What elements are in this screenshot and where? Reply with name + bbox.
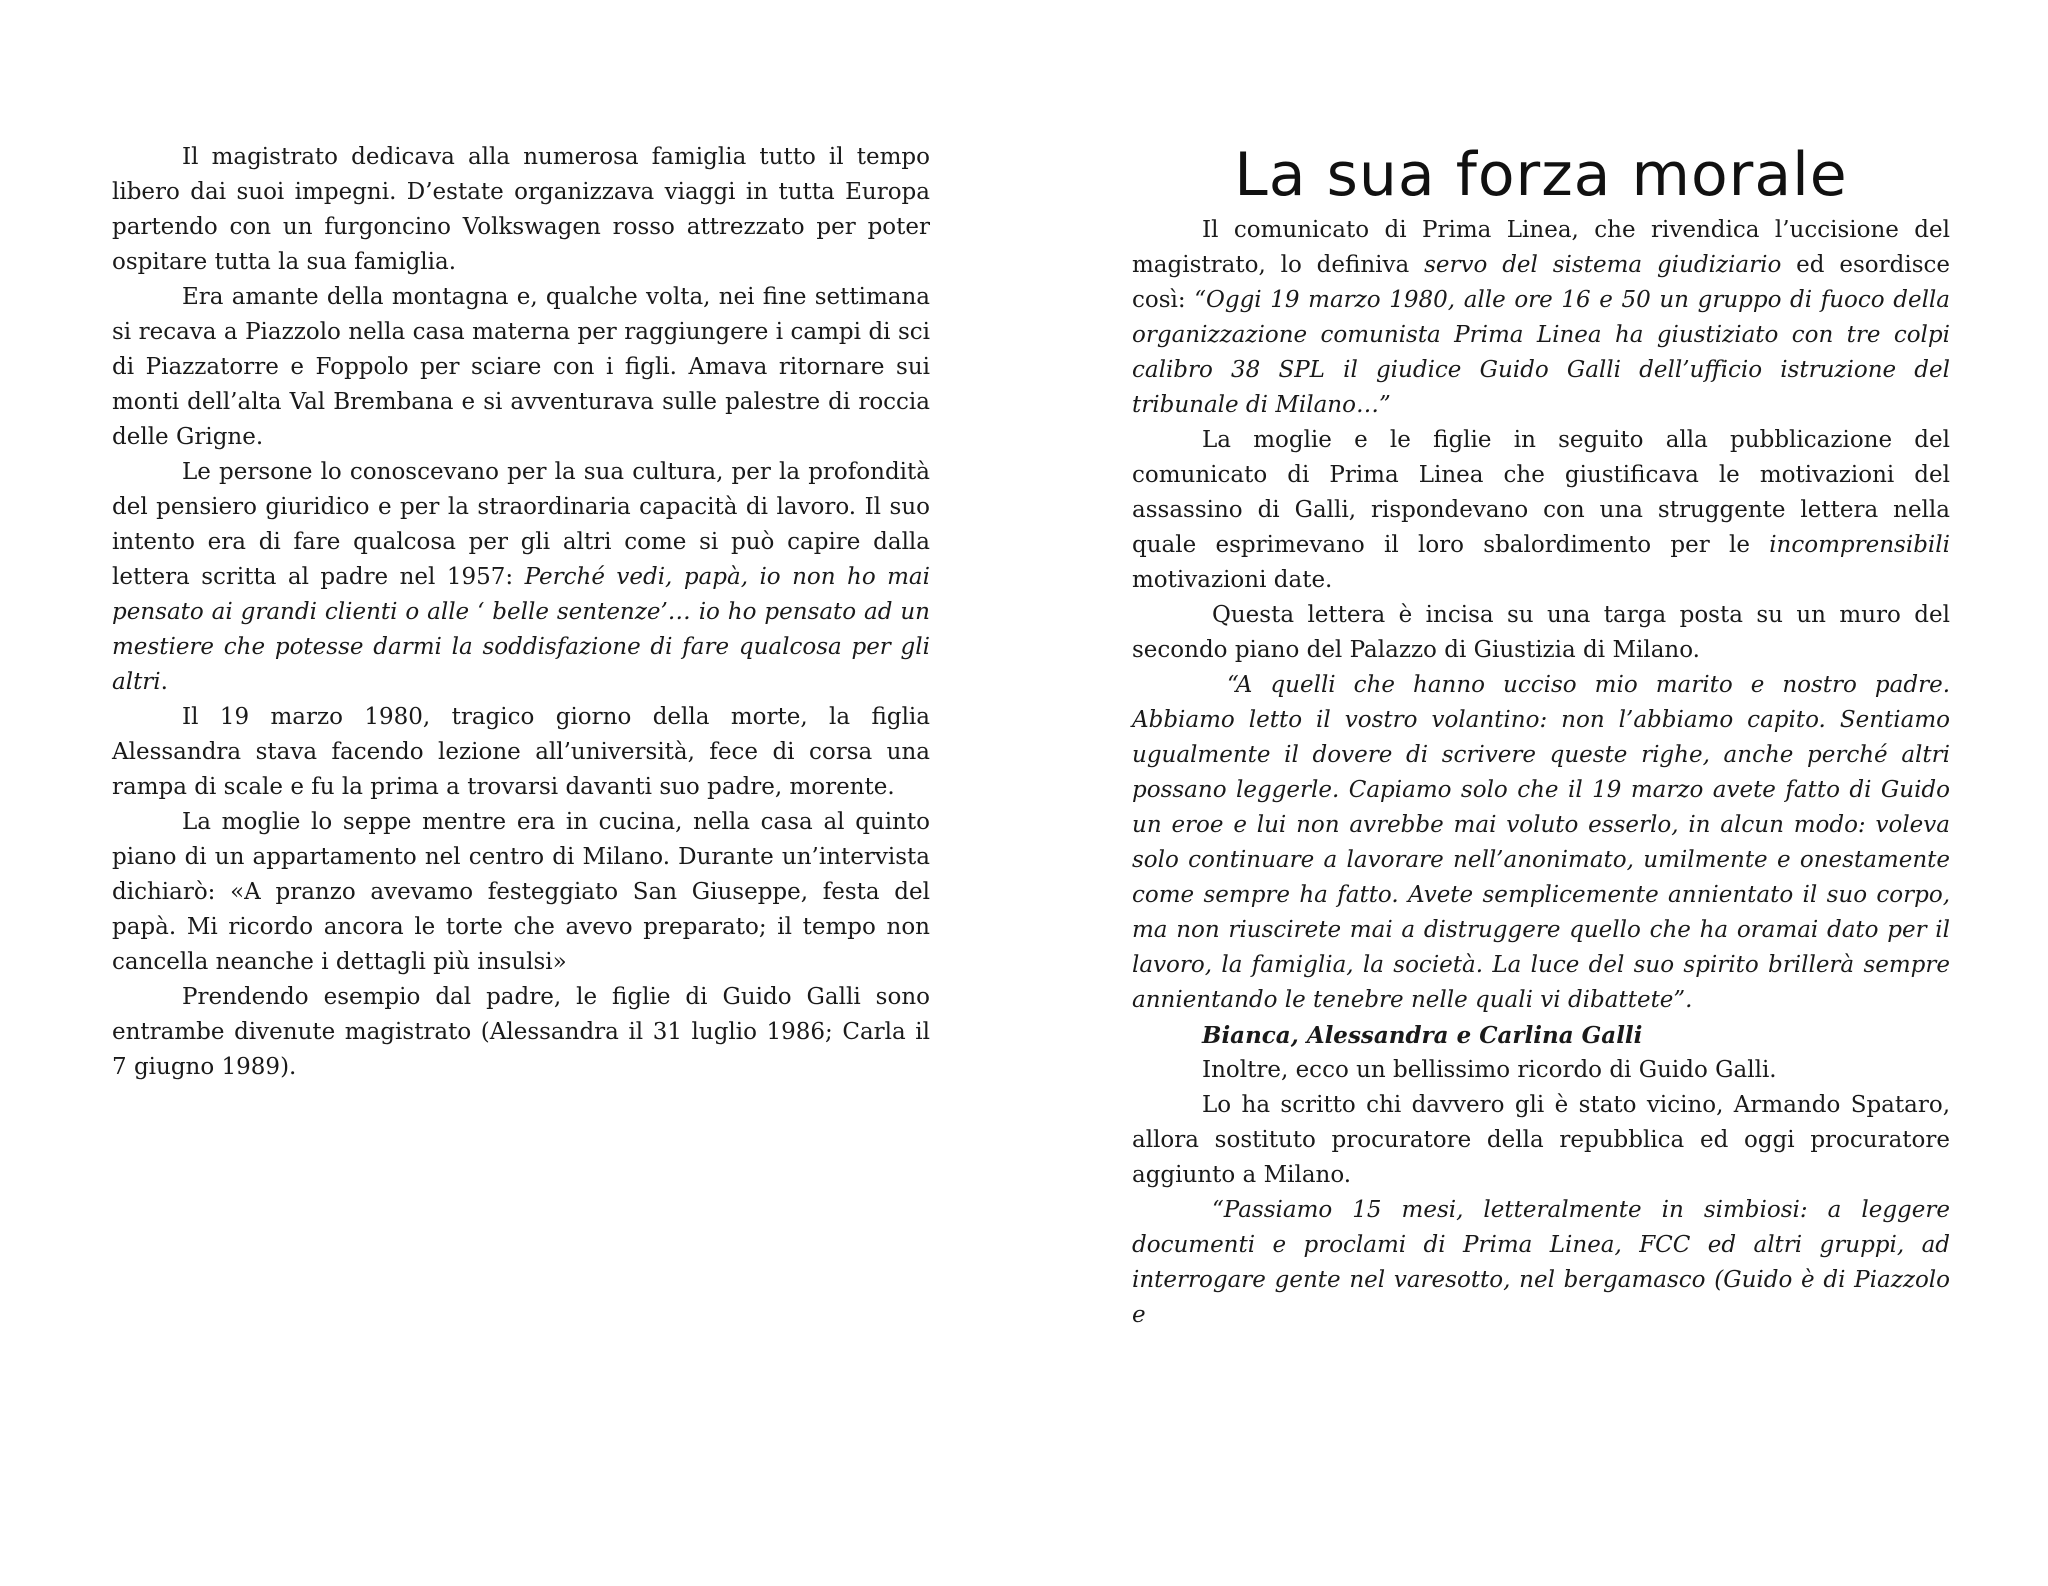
paragraph-wife: La moglie lo seppe mentre era in cucina, nella casa al quinto piano di un appartamento nel centro di Milano. Durante un’intervista dichiarò: «A pranzo avevamo festeggiato San Giuseppe, festa del papà. Mi ricordo ancora le torte che avevo preparato; il tempo non cancella neanche i dettagli più insulsi» xyxy=(112,809,930,975)
paragraph-mountain: Era amante della montagna e, qualche volta, nei fine settimana si recava a Piazzolo nella casa materna per raggiungere i campi di sci di Piazzatorre e Foppolo per sciare con i figli. Amava ritornare sui monti dell’alta Val Brembana e si avventurava sulle palestre di roccia delle Grigne. xyxy=(112,284,930,450)
family-letter: “A quelli che hanno ucciso mio marito e nostro padre. Abbiamo letto il vostro volantino: non l’abbiamo capito. Sentiamo ugualmente il dovere di scrivere queste righe, anche perché altri possano leggerle. Capiamo solo che il 19 marzo avete fatto di Guido un eroe e lui non avrebbe mai voluto esserlo, in alcun modo: voleva solo continuare a lavorare nell’anonimato, umilmente e onestamente come sempre ha fatto. Avete semplicemente annientato il suo corpo, ma non riuscirete mai a distruggere quello che ha oramai dato per il lavoro, la famiglia, la società. La luce del suo spirito brillerà sempre annientando le tenebre nelle quali vi dibattete”. xyxy=(1132,672,1950,1013)
communique-text-c: ed esordisce così: xyxy=(1132,252,1950,313)
family-reply-emphasis: incomprensibili xyxy=(1769,532,1950,558)
family-reply-text-a: La moglie e le figlie in seguito alla pubblicazione del comunicato di Prima Linea che giustificava le motivazioni del assassino di Galli, rispondevano con una struggente lettera nella quale esprimevano il loro sbalordimento per le xyxy=(1132,427,1950,558)
right-page-body xyxy=(1132,213,1950,1333)
paragraph-culture-end: . xyxy=(160,669,168,695)
paragraph-family-reply xyxy=(1132,423,1950,598)
family-reply-text-c: motivazioni date. xyxy=(1132,567,1333,593)
paragraph-spataro: Lo ha scritto chi davvero gli è stato vicino, Armando Spataro, allora sostituto procuratore della repubblica ed oggi procuratore aggiunto a Milano. xyxy=(1132,1092,1950,1188)
paragraph-daughters: Prendendo esempio dal padre, le figlie di Guido Galli sono entrambe divenute magistrato (Alessandra il 31 luglio 1986; Carla il 7 giugno 1989). xyxy=(112,984,930,1080)
paragraph-culture-text: Le persone lo conoscevano per la sua cultura, per la profondità del pensiero giuridico e per la straordinaria capacità di lavoro. Il suo intento era di fare qualcosa per gli altri come si può capire dalla lettera scritta al padre nel 1957: xyxy=(112,459,930,590)
letter-quote: Perché vedi, papà, io non ho mai pensato ai grandi clienti o alle ‘ belle sentenze’… io ho pensato ad un mestiere che potesse darmi la soddisfazione di fare qualcosa per gli altri xyxy=(112,564,930,695)
paragraph-family: Il magistrato dedicava alla numerosa famiglia tutto il tempo libero dai suoi impegni. D’estate organizzava viaggi in tutta Europa partendo con un furgoncino Volkswagen rosso attrezzato per poter ospitare tutta la sua famiglia. xyxy=(112,144,930,275)
paragraph-plaque: Questa lettera è incisa su una targa posta su un muro del secondo piano del Palazzo di Giustizia di Milano. xyxy=(1132,602,1950,663)
communique-quote: “Oggi 19 marzo 1980, alle ore 16 e 50 un gruppo di fuoco della organizzazione comunista Prima Linea ha giustiziato con tre colpi calibro 38 SPL il giudice Guido Galli dell’ufficio istruzione del tribunale di Milano…” xyxy=(1132,287,1950,418)
communique-phrase: servo del sistema giudiziario xyxy=(1424,252,1782,278)
paragraph-death-day: Il 19 marzo 1980, tragico giorno della morte, la figlia Alessandra stava facendo lezione all’università, fece di corsa una rampa di scale e fu la prima a trovarsi davanti suo padre, morente. xyxy=(112,704,930,800)
paragraph-memory-intro: Inoltre, ecco un bellissimo ricordo di Guido Galli. xyxy=(1202,1057,1777,1083)
left-page-body xyxy=(112,140,930,1085)
communique-text-a: Il comunicato di Prima Linea, che rivendica l’uccisione del magistrato, lo definiva xyxy=(1132,217,1950,278)
paragraph-communique xyxy=(1132,213,1950,423)
page-title: La sua forza morale xyxy=(1234,140,1848,210)
letter-signature: Bianca, Alessandra e Carlina Galli xyxy=(1202,1022,1643,1049)
paragraph-culture xyxy=(112,455,930,700)
right-page xyxy=(1024,0,2048,1586)
spataro-quote: “Passiamo 15 mesi, letteralmente in simbiosi: a leggere documenti e proclami di Prima Linea, FCC ed altri gruppi, ad interrogare gente nel varesotto, nel bergamasco (Guido è di Piazzolo e xyxy=(1132,1197,1950,1328)
